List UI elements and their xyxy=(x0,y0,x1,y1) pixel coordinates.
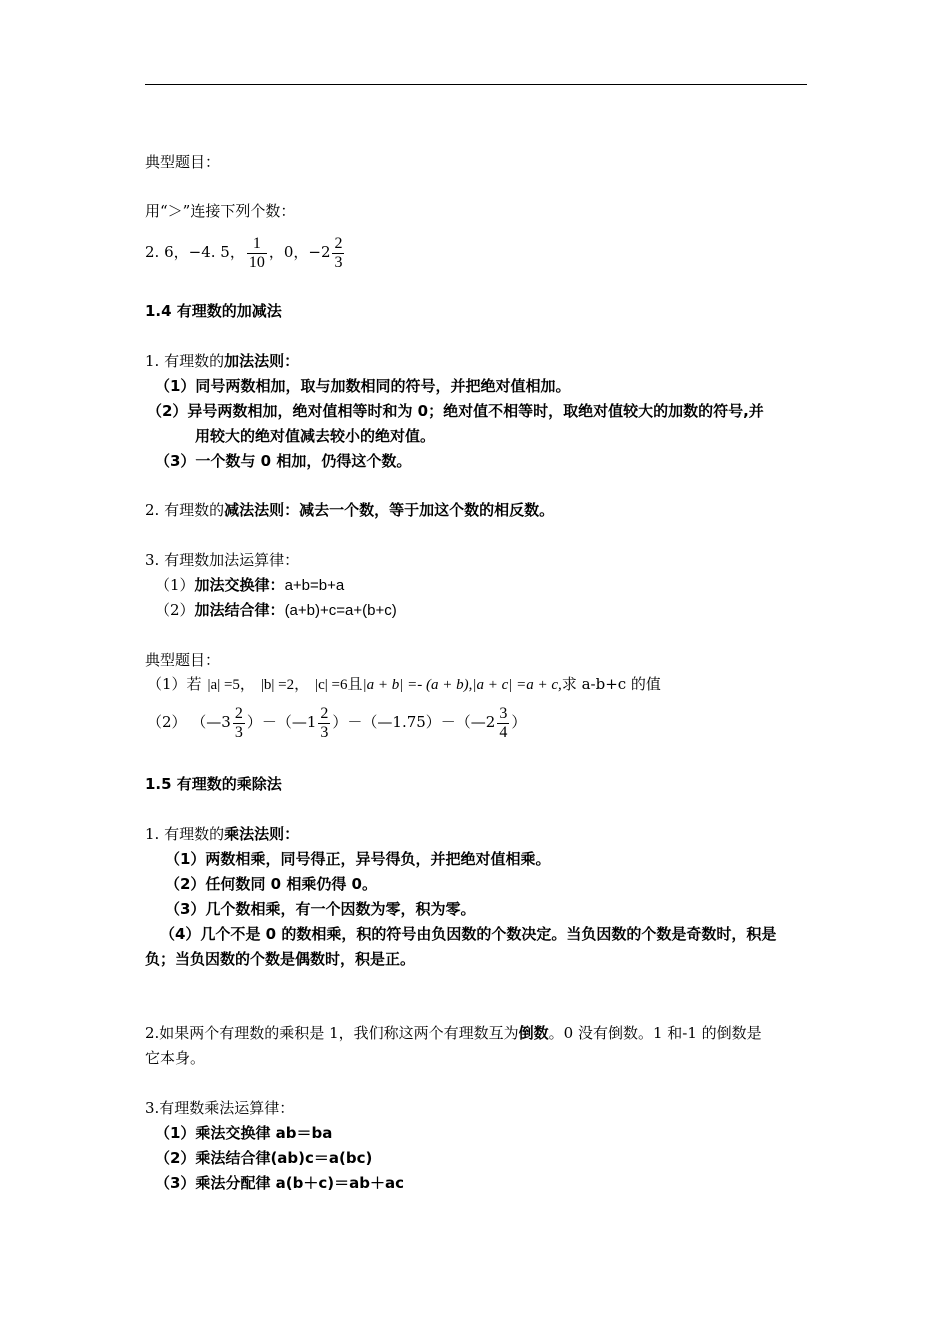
example-heading: 典型题目： xyxy=(145,153,221,171)
associative-law: （2）加法结合律：(a+b)+c=a+(b+c) xyxy=(155,601,397,619)
addition-laws-heading: 3. 有理数加法运算律： xyxy=(145,551,300,569)
fraction-one-tenth: $\frac{1}{10}$ xyxy=(248,234,265,271)
question-text: 用“＞”连接下列个数： xyxy=(145,202,296,220)
multiplication-rule-4: （4）几个不是 0 的数相乘，积的符号由负因数的个数决定。当负因数的个数是奇数时，积是 xyxy=(160,925,777,943)
multiplication-rule-4-cont: 负；当负因数的个数是偶数时，积是正。 xyxy=(145,950,416,968)
section-title-1-5: 1.5 有理数的乘除法 xyxy=(145,775,282,793)
mult-commutative-law: （1）乘法交换律 ab＝ba xyxy=(155,1124,333,1142)
addition-rule-2-cont: 用较大的绝对值减去较小的绝对值。 xyxy=(195,427,436,445)
multiplication-rule-2: （2）任何数同 0 相乘仍得 0。 xyxy=(165,875,377,893)
reciprocal-definition-cont: 它本身。 xyxy=(145,1049,206,1067)
section-title-1-4: 1.4 有理数的加减法 xyxy=(145,302,282,320)
multiplication-laws-heading: 3.有理数乘法运算律： xyxy=(145,1099,295,1117)
mult-associative-law: （2）乘法结合律(ab)c＝a(bc) xyxy=(155,1149,373,1167)
reciprocal-definition: 2.如果两个有理数的乘积是 1，我们称这两个有理数互为倒数。0 没有倒数。1 和-1 的倒数是 xyxy=(145,1024,762,1042)
subtraction-rule: 2. 有理数的减法法则：减去一个数，等于加这个数的相反数。 xyxy=(145,501,555,519)
multiplication-rule-heading: 1. 有理数的乘法法则： xyxy=(145,825,300,843)
multiplication-rule-1: （1）两数相乘，同号得正，异号得负，并把绝对值相乘。 xyxy=(165,850,551,868)
fraction-two-thirds: $\frac{2}{3}$ xyxy=(334,234,343,271)
multiplication-rule-3: （3）几个数相乘，有一个因数为零，积为零。 xyxy=(165,900,476,918)
commutative-law: （1）加法交换律：a+b=b+a xyxy=(155,576,345,594)
example-heading-2: 典型题目： xyxy=(145,651,221,669)
addition-rule-heading: 1. 有理数的加法法则： xyxy=(145,352,300,370)
header-rule xyxy=(145,84,807,85)
example-2: （2） （—3 $\frac{2}{3}$ ）－（—1 $\frac{2}{3}$ ）－（—1.75）－（—2 $\frac{3}{4}$ ） xyxy=(147,704,527,741)
addition-rule-1: （1）同号两数相加，取与加数相同的符号，并把绝对值相加。 xyxy=(155,377,571,395)
mult-distributive-law: （3）乘法分配律 a(b＋c)＝ab＋ac xyxy=(155,1174,404,1192)
example-1: （1）若 |a| =5， |b| =2， |c| =6且|a + b| =- (a + b),|a + c| =a + c,求 a-b+c 的值 xyxy=(147,675,661,693)
number-list: 2. 6，−4. 5， $\frac{1}{10}$ ，0，−2 $\frac{2}{3}$ xyxy=(145,234,343,271)
addition-rule-2: （2）异号两数相加，绝对值相等时和为 0；绝对值不相等时，取绝对值较大的加数的符号,并 xyxy=(147,402,764,420)
addition-rule-3: （3）一个数与 0 相加，仍得这个数。 xyxy=(155,452,412,470)
